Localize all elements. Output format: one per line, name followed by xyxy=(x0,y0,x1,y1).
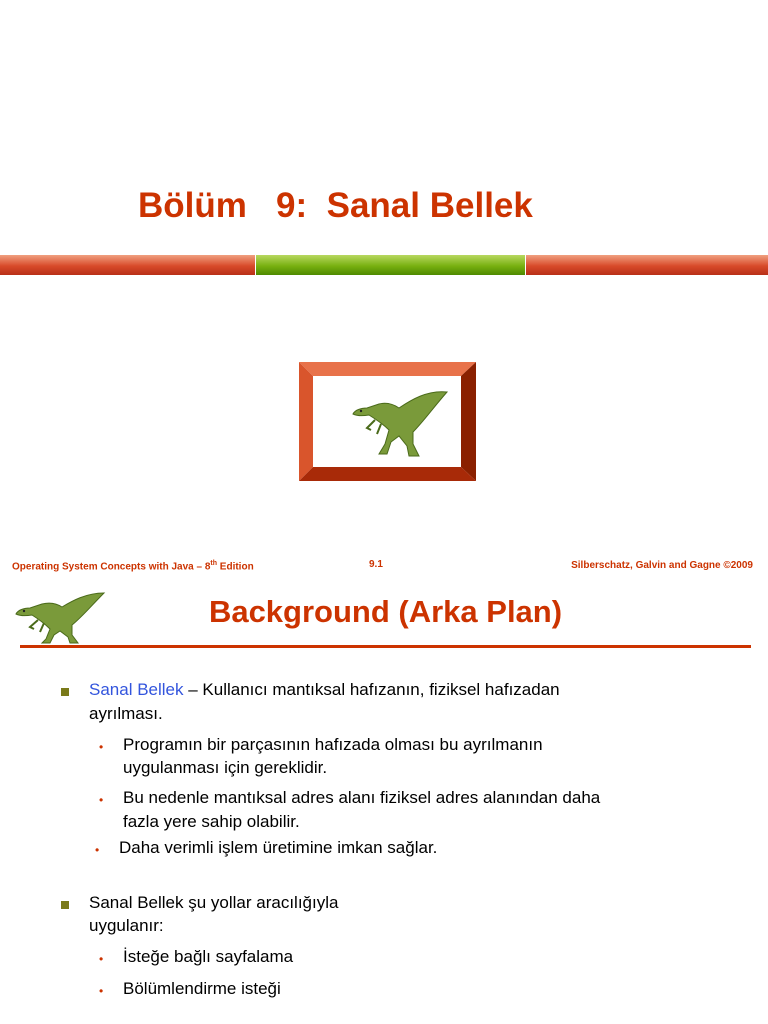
footer-authors: Silberschatz, Galvin and Gagne ©2009 xyxy=(571,560,753,571)
title-bar-left xyxy=(0,255,255,275)
sub-bullet-dot: • xyxy=(99,740,104,754)
sub-bullet-3-line-1: Daha verimli işlem üretimine imkan sağlar. xyxy=(119,838,438,857)
footer-book-title: Operating System Concepts with Java – 8th Edition xyxy=(12,560,254,573)
sub-bullet-2-line-2: fazla yere sahip olabilir. xyxy=(123,812,300,831)
term-highlight: Sanal Bellek xyxy=(89,680,184,699)
sub-bullet-dot: • xyxy=(99,952,104,966)
slide-title: Bölüm 9: Sanal Bellek xyxy=(138,186,533,225)
sub-bullet-5-line-1: Bölümlendirme isteği xyxy=(123,979,281,998)
sub-bullet-dot: • xyxy=(95,843,100,857)
sub-bullet-4-line-1: İsteğe bağlı sayfalama xyxy=(123,947,294,966)
title-bar-right xyxy=(526,255,768,275)
sub-bullet-1-line-2: uygulanması için gereklidir. xyxy=(123,758,328,777)
dinosaur-picture-frame xyxy=(299,362,476,481)
sub-bullet-dot: • xyxy=(99,984,104,998)
bullet-2-line-2: uygulanır: xyxy=(89,916,164,935)
sub-bullet-2-line-1: Bu nedenle mantıksal adres alanı fiziksel adres alanından daha xyxy=(123,788,601,807)
footer-page-number: 9.1 xyxy=(369,559,383,570)
bullet-1-line-2: ayrılması. xyxy=(89,704,163,723)
bullet-2-line-1: Sanal Bellek şu yollar aracılığıyla xyxy=(89,893,339,912)
bullet-square xyxy=(61,901,69,909)
sub-bullet-dot: • xyxy=(99,793,104,807)
slide2-title: Background (Arka Plan) xyxy=(208,594,563,629)
title-underline xyxy=(20,645,751,648)
bullet-1-line-1: Sanal Bellek – Kullanıcı mantıksal hafızanın, fiziksel hafızadan xyxy=(89,680,560,699)
bullet-square xyxy=(61,688,69,696)
sub-bullet-1-line-1: Programın bir parçasının hafızada olması bu ayrılmanın xyxy=(123,735,543,754)
title-bar-middle xyxy=(256,255,525,275)
